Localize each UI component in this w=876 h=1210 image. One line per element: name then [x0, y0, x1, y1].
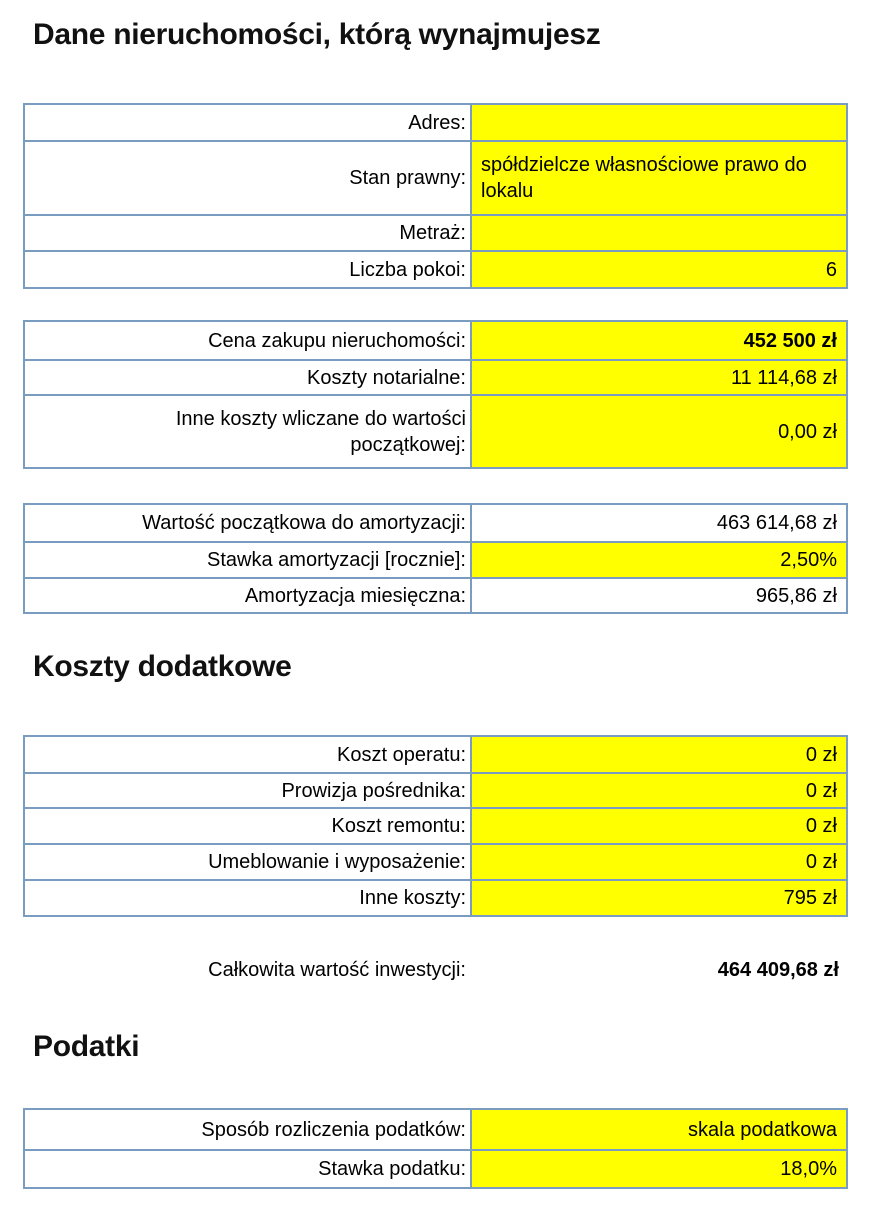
amortyzacja-miesieczna-value-cell: 965,86 zł — [472, 579, 846, 612]
table-row — [25, 394, 846, 467]
amortization-table — [23, 503, 848, 614]
inne-koszty-input-cell[interactable]: 795 zł — [472, 881, 846, 915]
page-title: Dane nieruchomości, którą wynajmujesz — [33, 18, 601, 51]
umeblowanie-label: Umeblowanie i wyposażenie: — [25, 845, 472, 879]
adres-input-cell[interactable] — [472, 105, 846, 140]
section-title-koszty-dodatkowe: Koszty dodatkowe — [33, 650, 292, 683]
metraz-label: Metraż: — [25, 216, 472, 250]
table-row — [25, 541, 846, 577]
liczba-pokoi-label: Liczba pokoi: — [25, 252, 472, 287]
koszt-remontu-input-cell[interactable]: 0 zł — [472, 809, 846, 843]
inne-koszty-wstepne-input-cell[interactable]: 0,00 zł — [472, 396, 846, 467]
cena-zakupu-label: Cena zakupu nieruchomości: — [25, 322, 472, 359]
total-investment-label: Całkowita wartość inwestycji: — [208, 958, 466, 981]
prowizja-posrednika-input-cell[interactable]: 0 zł — [472, 774, 846, 807]
table-row — [25, 577, 846, 612]
table-row — [25, 140, 846, 214]
inne-koszty-label: Inne koszty: — [25, 881, 472, 915]
inne-koszty-wstepne-label: Inne koszty wliczane do wartości początkowej: — [25, 396, 472, 467]
table-row — [25, 879, 846, 915]
table-row — [25, 105, 846, 140]
wartosc-poczatkowa-label: Wartość początkowa do amortyzacji: — [25, 505, 472, 541]
table-row — [25, 359, 846, 394]
koszty-notarialne-input-cell[interactable]: 11 114,68 zł — [472, 361, 846, 394]
liczba-pokoi-input-cell[interactable]: 6 — [472, 252, 846, 287]
stawka-podatku-label: Stawka podatku: — [25, 1151, 472, 1187]
total-investment-value: 464 409,68 zł — [717, 958, 839, 981]
stan-prawny-input-cell[interactable]: spółdzielcze własnościowe prawo do lokalu — [472, 142, 846, 214]
koszt-operatu-label: Koszt operatu: — [25, 737, 472, 772]
taxes-table — [23, 1108, 848, 1189]
metraz-input-cell[interactable] — [472, 216, 846, 250]
table-row — [25, 214, 846, 250]
table-row — [25, 1110, 846, 1149]
wartosc-poczatkowa-value-cell: 463 614,68 zł — [472, 505, 846, 541]
table-row — [25, 807, 846, 843]
cena-zakupu-input-cell[interactable]: 452 500 zł — [472, 322, 846, 359]
koszt-operatu-input-cell[interactable]: 0 zł — [472, 737, 846, 772]
table-row — [25, 843, 846, 879]
umeblowanie-input-cell[interactable]: 0 zł — [472, 845, 846, 879]
sposob-rozliczenia-label: Sposób rozliczenia podatków: — [25, 1110, 472, 1149]
table-row — [25, 1149, 846, 1187]
koszt-remontu-label: Koszt remontu: — [25, 809, 472, 843]
prowizja-posrednika-label: Prowizja pośrednika: — [25, 774, 472, 807]
stawka-podatku-input-cell[interactable]: 18,0% — [472, 1151, 846, 1187]
adres-label: Adres: — [25, 105, 472, 140]
section-title-podatki: Podatki — [33, 1030, 140, 1063]
table-row — [25, 505, 846, 541]
amortyzacja-miesieczna-label: Amortyzacja miesięczna: — [25, 579, 472, 612]
table-row — [25, 250, 846, 287]
koszty-notarialne-label: Koszty notarialne: — [25, 361, 472, 394]
table-row — [25, 772, 846, 807]
table-row — [25, 737, 846, 772]
additional-costs-table — [23, 735, 848, 917]
property-table — [23, 103, 848, 289]
stawka-amortyzacji-label: Stawka amortyzacji [rocznie]: — [25, 543, 472, 577]
table-row — [25, 322, 846, 359]
stawka-amortyzacji-input-cell[interactable]: 2,50% — [472, 543, 846, 577]
stan-prawny-label: Stan prawny: — [25, 142, 472, 214]
purchase-table — [23, 320, 848, 469]
total-investment-row — [23, 952, 848, 988]
sposob-rozliczenia-input-cell[interactable]: skala podatkowa — [472, 1110, 846, 1149]
